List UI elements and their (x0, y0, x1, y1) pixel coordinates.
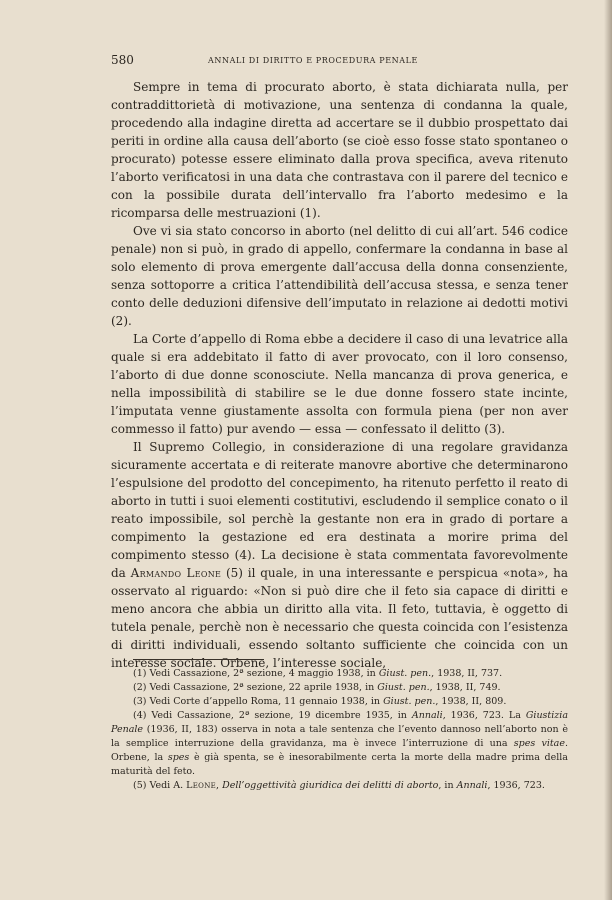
footnotes (111, 667, 568, 793)
footnote-5-text: (5) Vedi A. (133, 780, 184, 791)
author-name: Armando Leone (130, 566, 222, 580)
footnote-4-comment-2: . Orbene, la (111, 738, 568, 763)
paragraph-3: La Corte d’appello di Roma ebbe a decidere il caso di una levatrice alla quale si era addebitato il fatto di aver provocato, con il loro consenso, l’aborto di due donne sconosciute. Nella mancanza di prova generica, e nella impossibilità di stabilire se le due donne fossero state incinte, l’imputata venne giustamente assolta con formula piena (per non aver commesso il fatto) pur avendo — essa — confessato il delitto (3). (111, 332, 568, 436)
footnote-3-journal: Giust. pen. (383, 696, 436, 707)
running-title: ANNALI DI DIRITTO E PROCEDURA PENALE (208, 56, 418, 65)
footnote-1 (111, 667, 568, 681)
footnote-4-journal-2: Giustizia Penale (111, 710, 568, 735)
footnote-2-text: (2) Vedi Cassazione, 2ª sezione, 22 aprile 1938, in (133, 682, 375, 693)
footnote-5-ref: , 1936, 723. (487, 780, 545, 791)
body-text (111, 78, 568, 672)
footnote-3 (111, 695, 568, 709)
footnote-4 (111, 709, 568, 779)
footnote-4-text: (4) Vedi Cassazione, 2ª sezione, 19 dicembre 1935, in (133, 710, 407, 721)
paragraph-4 (111, 438, 568, 672)
footnote-4-ref: , 1936, 723. La (442, 710, 521, 721)
footnote-5-comma: , (216, 780, 220, 791)
footnote-rule (133, 659, 264, 660)
footnote-2-journal: Giust. pen. (377, 682, 430, 693)
footnote-4-comment: (1936, II, 183) osserva in nota a tale sentenza che l’evento dannoso nell’aborto non è la semplice interruzione della gravidanza, ma è invece l’interruzione di una (111, 724, 568, 749)
footnote-3-ref: , 1938, II, 809. (435, 696, 507, 707)
footnote-5-in: , in (438, 780, 454, 791)
footnote-2 (111, 681, 568, 695)
footnote-1-text: (1) Vedi Cassazione, 2ª sezione, 4 maggio 1938, in (133, 668, 376, 679)
footnote-1-ref: , 1938, II, 737. (431, 668, 503, 679)
footnote-4-journal: Annali (411, 710, 443, 721)
page-number: 580 (111, 53, 134, 67)
footnote-5 (111, 779, 568, 793)
footnote-5-author: Leone (186, 780, 217, 791)
footnote-3-text: (3) Vedi Corte d’appello Roma, 11 gennaio 1938, in (133, 696, 381, 707)
footnote-2-ref: , 1938, II, 749. (429, 682, 501, 693)
footnote-1-journal: Giust. pen. (378, 668, 432, 679)
paragraph-4-text-a: Il Supremo Collegio, in considerazione di una regolare gravidanza sicuramente accertata e di reiterate manovre abortive che determinarono l’espulsione del prodotto del concepimento, ha ritenuto perfetto il reato di aborto in tutti i suoi elementi costitutivi, escludendo il semplice conato o il reato impossibile, sol perchè la gestante non era in grado di portare a compimento la gestazione ed era destinata a morire prima del compimento stesso (4). La decisione è stata commentata favorevolmente da (111, 440, 568, 580)
footnote-4-latin-1: spes vitae (513, 738, 565, 749)
paragraph-2: Ove vi sia stato concorso in aborto (nel delitto di cui all’art. 546 codice penale) non si può, in grado di appello, confermare la condanna in base al solo elemento di prova emergente dall’accusa della donna consenziente, senza sottoporre a critica l’attendibilità dell’accusa stessa, e senza tener conto delle deduzioni difensive dell’imputato in relazione ai dedotti motivi (2). (111, 224, 568, 328)
paragraph-4-text-b: (5) il quale, in una interessante e perspicua «nota», ha osservato al riguardo: «Non si può dire che il feto sia capace di diritti e meno ancora che abbia un diritto alla vita. Il feto, tuttavia, è oggetto di tutela penale, perchè non è necessario che questa coincida con l’esistenza di diritti individuali, essendo soltanto sufficiente che coincida con un interesse sociale. Orbene, l’interesse sociale, (111, 566, 568, 670)
footnote-4-comment-3: è già spenta, se è inesorabilmente certa la morte della madre prima della maturità del feto. (111, 752, 568, 777)
footnote-5-title: Dell’oggettività giuridica dei delitti di aborto (222, 780, 439, 791)
footnote-5-journal: Annali (456, 780, 488, 791)
paragraph-1: Sempre in tema di procurato aborto, è stata dichiarata nulla, per contraddittorietà di motivazione, una sentenza di condanna la quale, procedendo alla indagine diretta ad accertare se il dubbio prospettato dai periti in ordine alla causa dell’aborto (se cioè esso fosse stato spontaneo o procurato) potesse essere eliminato dalla prova specifica, aveva ritenuto l’aborto verificatosi in una data che contrastava con il parere del tecnico e con la possibile durata dell’intervallo fra l’aborto medesimo e la ricomparsa delle mestruazioni (1). (111, 80, 568, 220)
footnote-4-latin-2: spes (167, 752, 190, 763)
